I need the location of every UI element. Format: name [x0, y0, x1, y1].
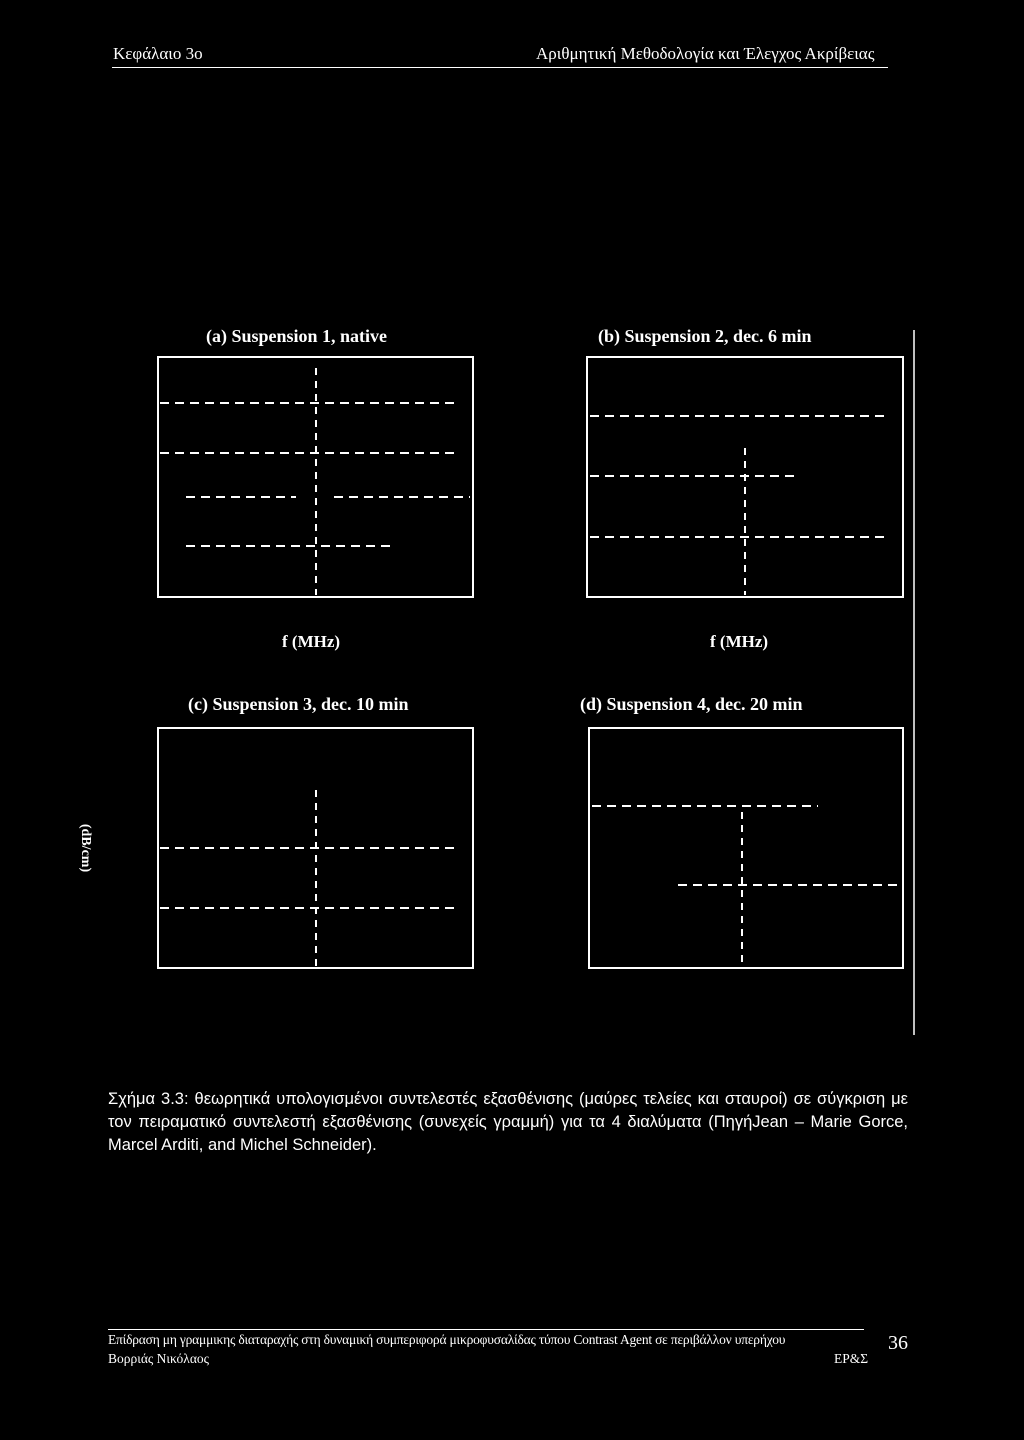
panel-d-frame: [589, 728, 903, 968]
panel-d-plot: [589, 728, 903, 968]
panel-c-plot: [158, 728, 473, 968]
footer-title: Επίδραση μη γραμμικης διαταραχής στη δυναμική συμπεριφορά μικροφυσαλίδας τύπου Contrast Agent σε περιβάλλον υπερήχου: [108, 1332, 786, 1347]
panel-a-plot: [158, 357, 473, 597]
panel-b-xlabel: f (MHz): [710, 632, 769, 651]
figure-caption: [108, 1088, 908, 1157]
y-axis-label: (dB/cm): [78, 823, 93, 873]
panel-b-plot: [587, 330, 914, 1035]
caption-label: Σχήμα 3.3:: [108, 1090, 189, 1108]
panel-b-title: (b) Suspension 2, dec. 6 min: [598, 326, 812, 346]
panel-a-xlabel: f (MHz): [282, 632, 341, 651]
footer-divider: [108, 1329, 864, 1330]
page-number: 36: [888, 1332, 908, 1354]
panel-d-title: (d) Suspension 4, dec. 20 min: [580, 694, 803, 714]
section-header: Αριθμητική Μεθοδολογία και Έλεγχος Ακρίβειας: [536, 44, 875, 63]
footer-institution: ΕΡ&Σ: [834, 1351, 869, 1366]
chapter-header: Κεφάλαιο 3ο: [113, 44, 203, 63]
panel-c-title: (c) Suspension 3, dec. 10 min: [188, 694, 409, 714]
footer-author: Βορριάς Νικόλαος: [108, 1351, 210, 1366]
caption-text: θεωρητικά υπολογισμένοι συντελεστές εξασθένισης (μαύρες τελείες και σταυροί) σε σύγκριση με τον πειραματικό συντελεστή εξασθένισης (συνεχείς γραμμή) για τα 4 διαλύματα (ΠηγήJean – Marie Gorce, Marcel Arditi, and Michel Schneider).: [108, 1090, 908, 1154]
panel-a-title: (a) Suspension 1, native: [206, 326, 388, 346]
